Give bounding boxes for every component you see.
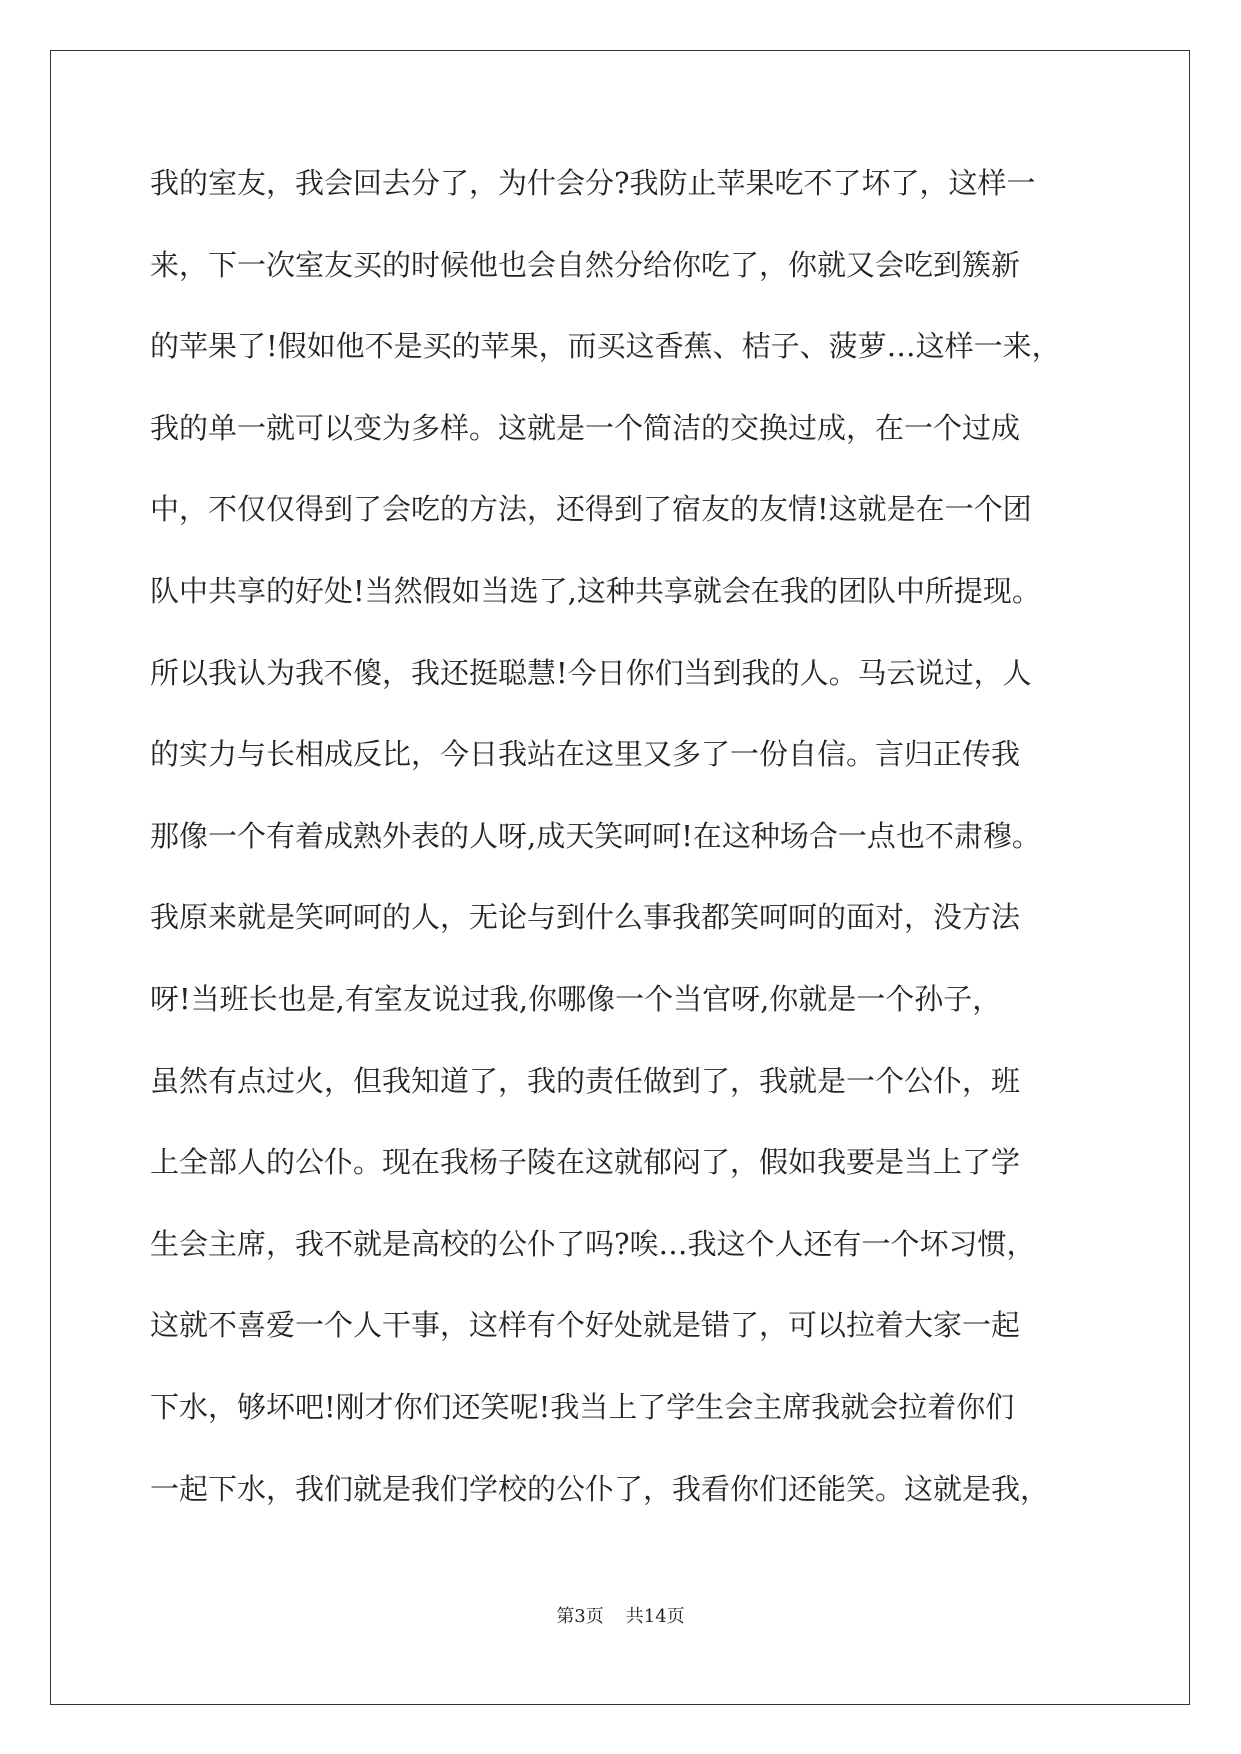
text-line: 来，下一次室友买的时候他也会自然分给你吃了，你就又会吃到簇新	[150, 247, 1021, 282]
text-line: 一起下水，我们就是我们学校的公仆了，我看你们还能笑。这就是我，	[150, 1471, 1050, 1506]
text-line: 这就不喜爱一个人干事，这样有个好处就是错了，可以拉着大家一起	[150, 1308, 1021, 1343]
text-line: 下水，够坏吧!刚才你们还笑呢!我当上了学生会主席我就会拉着你们	[150, 1389, 1015, 1424]
text-line: 呀!当班长也是,有室友说过我,你哪像一个当官呀,你就是一个孙子，	[150, 981, 1002, 1016]
document-body	[150, 158, 1110, 1545]
text-line: 的苹果了!假如他不是买的苹果，而买这香蕉、桔子、菠萝…这样一来，	[150, 329, 1061, 364]
text-line: 的实力与长相成反比，今日我站在这里又多了一份自信。言归正传我	[150, 737, 1021, 772]
text-line: 中，不仅仅得到了会吃的方法，还得到了宿友的友情!这就是在一个团	[150, 492, 1032, 527]
page-footer	[0, 1602, 1241, 1628]
text-line: 生会主席，我不就是高校的公仆了吗?唉…我这个人还有一个坏习惯，	[150, 1226, 1036, 1261]
text-line: 我的单一就可以变为多样。这就是一个简洁的交换过成，在一个过成	[150, 410, 1021, 445]
page-total: 共14页	[625, 1606, 685, 1627]
text-line: 我的室友，我会回去分了，为什会分?我防止苹果吃不了坏了，这样一	[150, 166, 1036, 200]
text-line: 所以我认为我不傻，我还挺聪慧!今日你们当到我的人。马云说过，人	[150, 655, 1032, 690]
text-line: 那像一个有着成熟外表的人呀,成天笑呵呵!在这种场合一点也不肃穆。	[150, 818, 1041, 853]
text-line: 上全部人的公仆。现在我杨子陵在这就郁闷了，假如我要是当上了学	[150, 1145, 1021, 1180]
text-line: 队中共享的好处!当然假如当选了,这种共享就会在我的团队中所提现。	[150, 573, 1041, 608]
page-number: 第3页	[556, 1606, 604, 1627]
text-line: 我原来就是笑呵呵的人，无论与到什么事我都笑呵呵的面对，没方法	[150, 900, 1021, 935]
text-line: 虽然有点过火，但我知道了，我的责任做到了，我就是一个公仆，班	[150, 1063, 1021, 1098]
